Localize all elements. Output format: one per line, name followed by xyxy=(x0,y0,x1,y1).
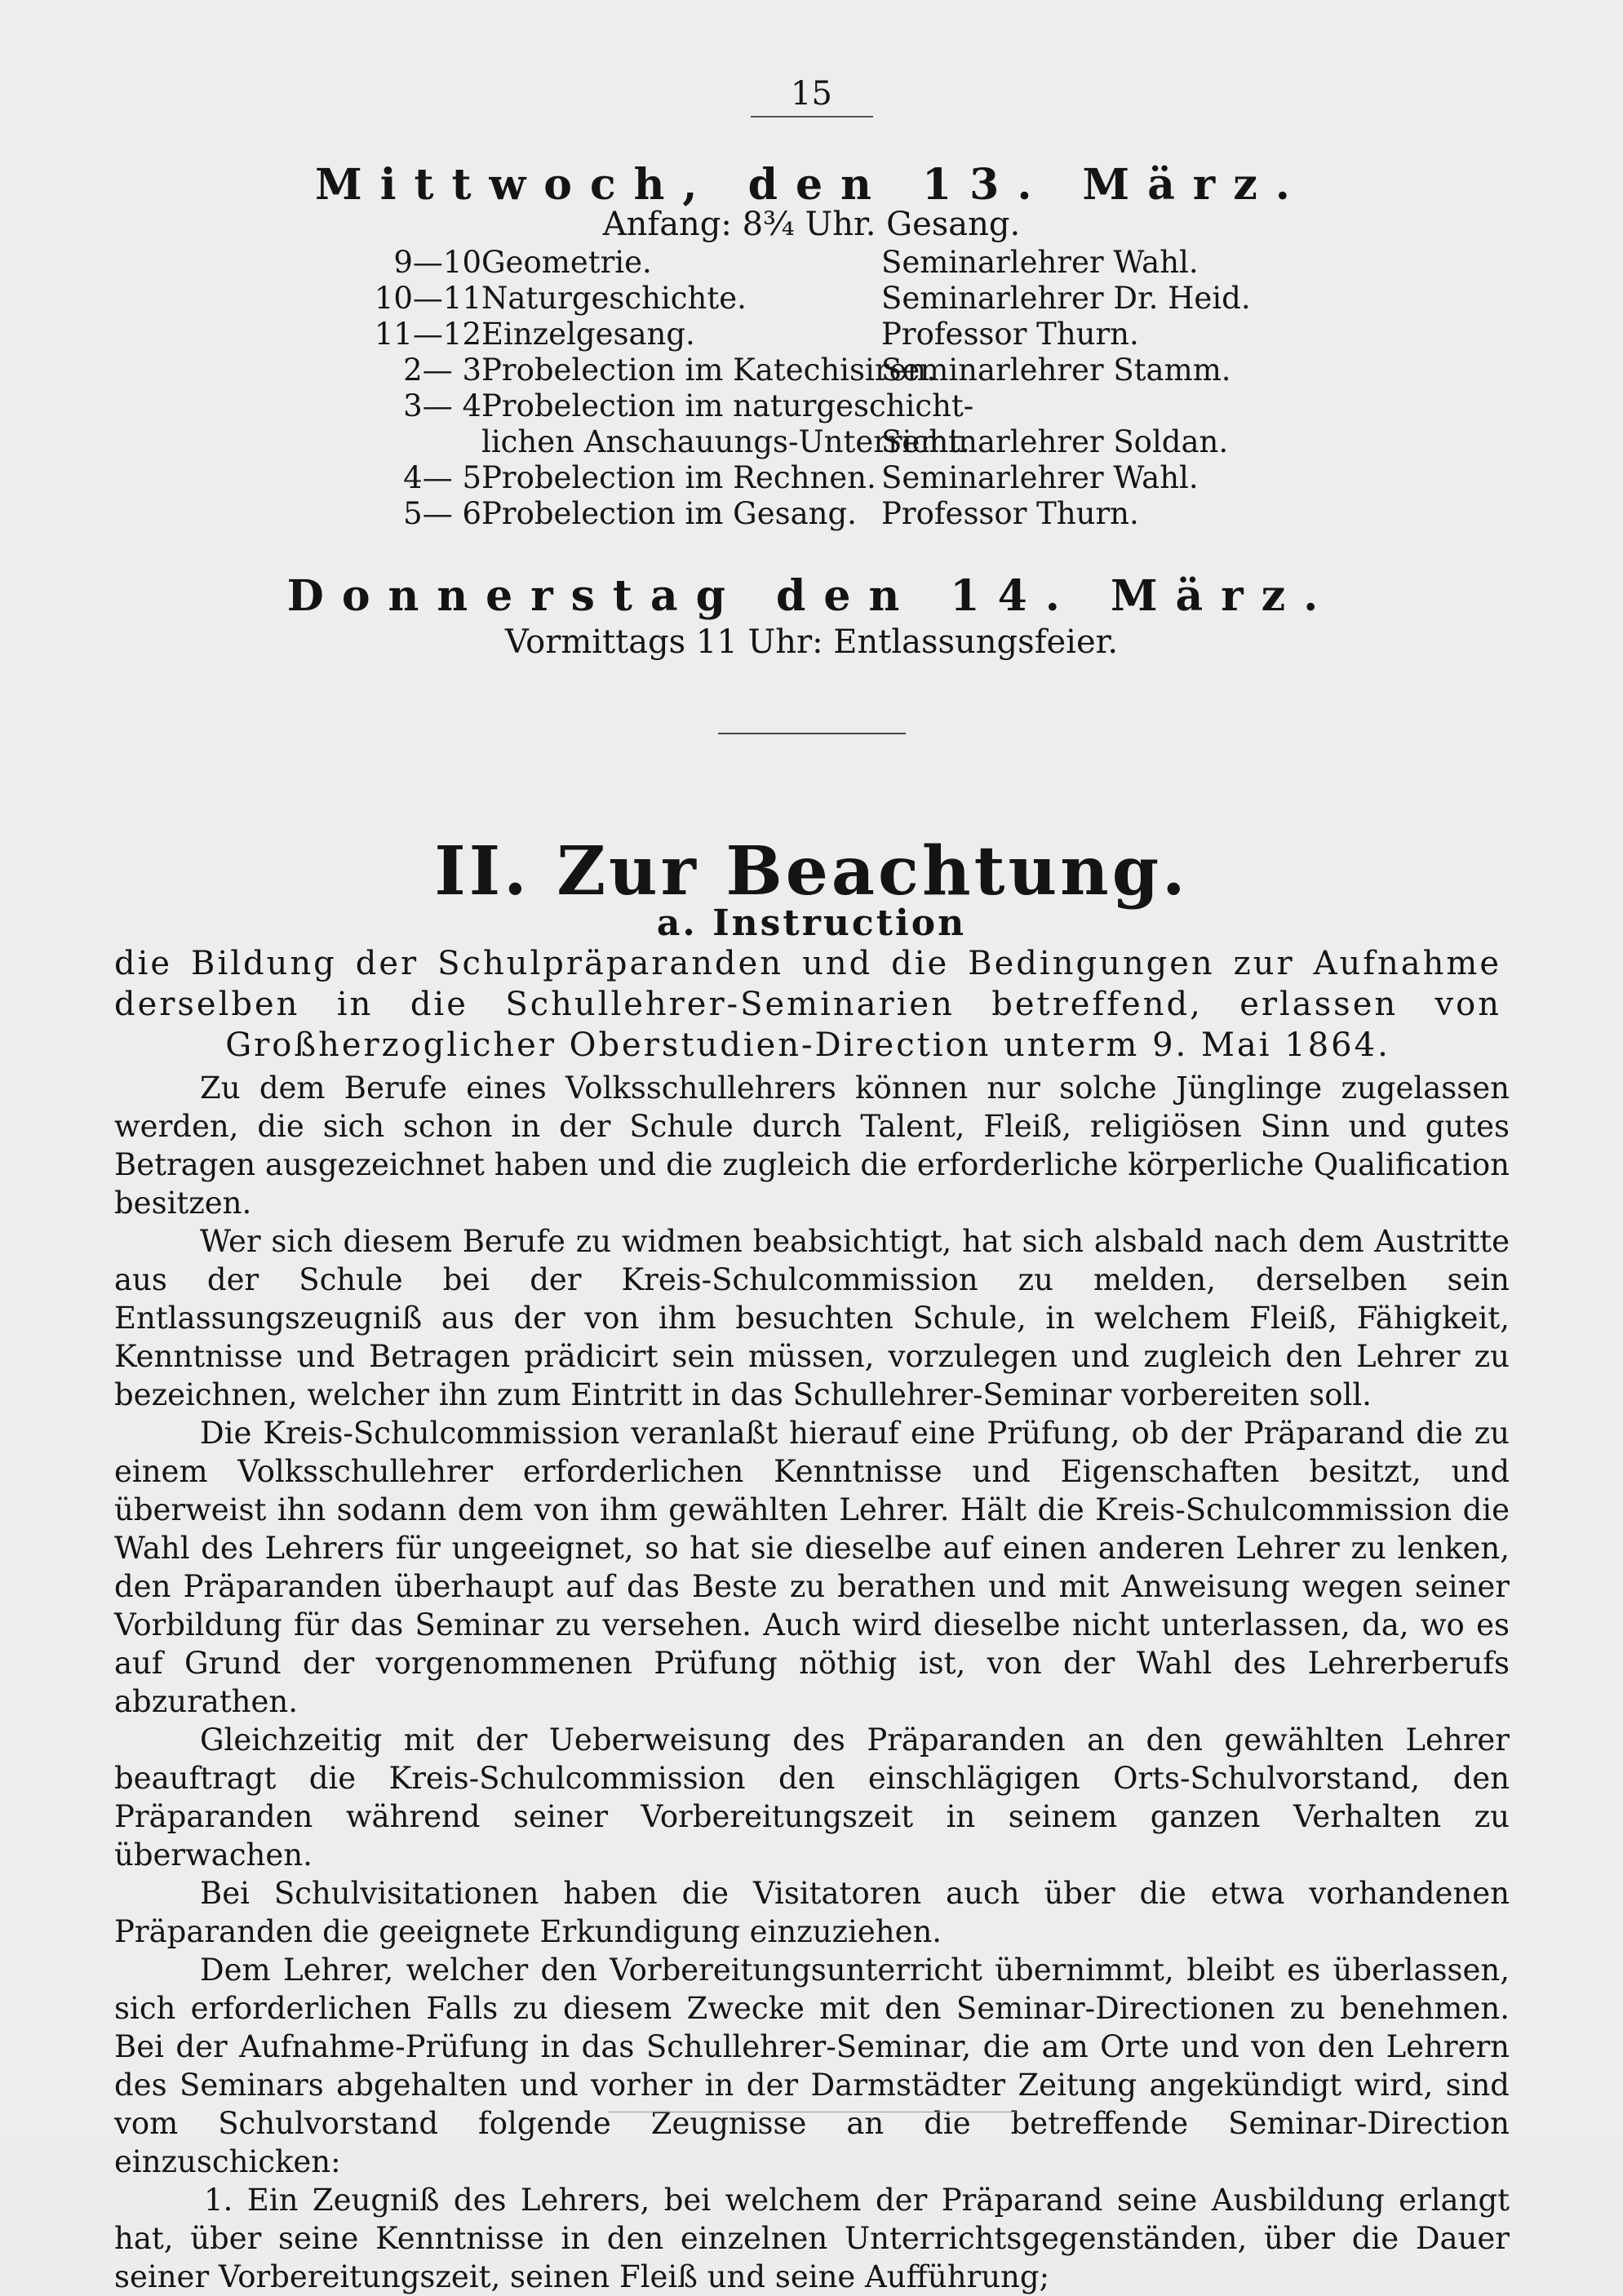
schedule-teacher: Seminarlehrer Dr. Heid. xyxy=(881,281,1251,316)
schedule-time: 9—10 xyxy=(393,245,481,280)
schedule-row xyxy=(237,245,1297,281)
schedule-subject: Einzelgesang. xyxy=(481,317,695,352)
schedule-row xyxy=(237,281,1297,317)
list-item: 1. Ein Zeugniß des Lehrers, bei welchem der Präparand seine Ausbildung erlangt hat, über seine Kenntnisse in den einzelnen Unterrichtsgegenständen, über die Dauer seiner Vorbereitungszeit, seinen Fleiß und seine Aufführung; xyxy=(114,2183,1510,2294)
schedule-teacher: Seminarlehrer Stamm. xyxy=(881,352,1231,388)
section-divider xyxy=(718,733,906,734)
schedule-time: 5— 6 xyxy=(403,496,481,531)
schedule-time: 10—11 xyxy=(374,281,481,316)
schedule-time: 2— 3 xyxy=(403,352,481,388)
schedule-subject: Geometrie. xyxy=(481,245,652,280)
paragraph: Die Kreis-Schulcommission veranlaßt hierauf eine Prüfung, ob der Präparand die zu einem Volksschullehrer erforderlichen Kenntnisse und Eigenschaften besitzt, und überweist ihn sodann dem von ihm gewählten Lehrer. Hält die Kreis-Schulcommission die Wahl des Lehrers für ungeeignet, so hat sie dieselbe auf einen anderen Lehrer zu lenken, den Präparanden überhaupt auf das Beste zu berathen und mit Anweisung wegen seiner Vorbildung für das Seminar zu versehen. Auch wird dieselbe nicht unterlassen, da, wo es auf Grund der vorgenommenen Prüfung nöthig ist, von der Wahl des Lehrerberufs abzurathen. xyxy=(114,1416,1510,1719)
schedule-row xyxy=(237,460,1297,496)
schedule-subject: Probelection im Gesang. xyxy=(481,496,857,531)
schedule-teacher: Seminarlehrer Soldan. xyxy=(881,424,1229,459)
instruction-title: a. Instruction xyxy=(656,902,967,944)
schedule-time: 4— 5 xyxy=(403,460,481,495)
schedule-subject: lichen Anschauungs-Unterricht. xyxy=(481,424,970,459)
paragraph: Wer sich diesem Berufe zu widmen beabsichtigt, hat sich alsbald nach dem Austritte aus der Schule bei der Kreis-Schulcommission zu melden, derselben sein Entlassungszeugniß aus der von ihm besuchten Schule, in welchem Fleiß, Fähigkeit, Kenntnisse und Betragen prädicirt sein müssen, vorzulegen und zugleich den Lehrer zu bezeichnen, welcher ihn zum Eintritt in das Schullehrer-Seminar vorbereiten soll. xyxy=(114,1224,1510,1412)
page-number-rule xyxy=(751,116,873,117)
schedule-row xyxy=(237,352,1297,388)
section-title: II. Zur Beachtung. xyxy=(434,832,1189,911)
schedule-teacher: Seminarlehrer Wahl. xyxy=(881,460,1199,495)
schedule-subject: Naturgeschichte. xyxy=(481,281,747,316)
instruction-subtitle: die Bildung der Schulpräparanden und die Bedingungen zur Aufnahme derselben in die Schullehrer-Seminarien betreffend, erlassen von Großherzoglicher Oberstudien-Direction unterm 9. Mai 1864. xyxy=(114,945,1501,1064)
paragraph: Gleichzeitig mit der Ueberweisung des Präparanden an den gewählten Lehrer beauftragt die Kreis-Schulcommission den einschlägigen Orts-Schulvorstand, den Präparanden während seiner Vorbereitungszeit in seinem ganzen Verhalten zu überwachen. xyxy=(114,1722,1510,1873)
thursday-heading: Donnerstag den 14. März. xyxy=(286,571,1337,621)
schedule-teacher: Professor Thurn. xyxy=(881,317,1139,352)
schedule-subject: Probelection im Katechisiren. xyxy=(481,352,936,388)
wednesday-schedule xyxy=(237,245,1297,532)
wednesday-start-line: Anfang: 8¾ Uhr. Gesang. xyxy=(602,206,1021,243)
schedule-row xyxy=(237,317,1297,352)
wednesday-heading: Mittwoch, den 13. März. xyxy=(315,160,1308,210)
schedule-time: 11—12 xyxy=(374,317,481,352)
schedule-subject: Probelection im naturgeschicht- xyxy=(481,388,974,423)
schedule-row xyxy=(237,424,1297,460)
schedule-row xyxy=(237,496,1297,532)
paragraph: Bei Schulvisitationen haben die Visitatoren auch über die etwa vorhandenen Präparanden die geeignete Erkundigung einzuziehen. xyxy=(114,1876,1510,1949)
thursday-line: Vormittags 11 Uhr: Entlassungsfeier. xyxy=(504,623,1119,661)
paragraph: Dem Lehrer, welcher den Vorbereitungsunterricht übernimmt, bleibt es überlassen, sich erforderlichen Falls zu diesem Zwecke mit den Seminar-Directionen zu benehmen. Bei der Aufnahme-Prüfung in das Schullehrer-Seminar, die am Orte und von den Lehrern des Seminars abgehalten und vorher in der Darmstädter Zeitung angekündigt wird, sind vom Schulvorstand folgende Zeugnisse an die betreffende Seminar-Direction einzuschicken: xyxy=(114,1952,1510,2179)
schedule-subject: Probelection im Rechnen. xyxy=(481,460,876,495)
schedule-time: 3— 4 xyxy=(403,388,481,423)
schedule-teacher: Professor Thurn. xyxy=(881,496,1139,531)
page-number: 15 xyxy=(791,75,832,113)
paragraph: Zu dem Berufe eines Volksschullehrers können nur solche Jünglinge zugelassen werden, die sich schon in der Schule durch Talent, Fleiß, religiösen Sinn und gutes Betragen ausgezeichnet haben und die zugleich die erforderliche körperliche Qualification besitzen. xyxy=(114,1070,1510,1221)
schedule-row xyxy=(237,388,1297,424)
schedule-teacher: Seminarlehrer Wahl. xyxy=(881,245,1199,280)
